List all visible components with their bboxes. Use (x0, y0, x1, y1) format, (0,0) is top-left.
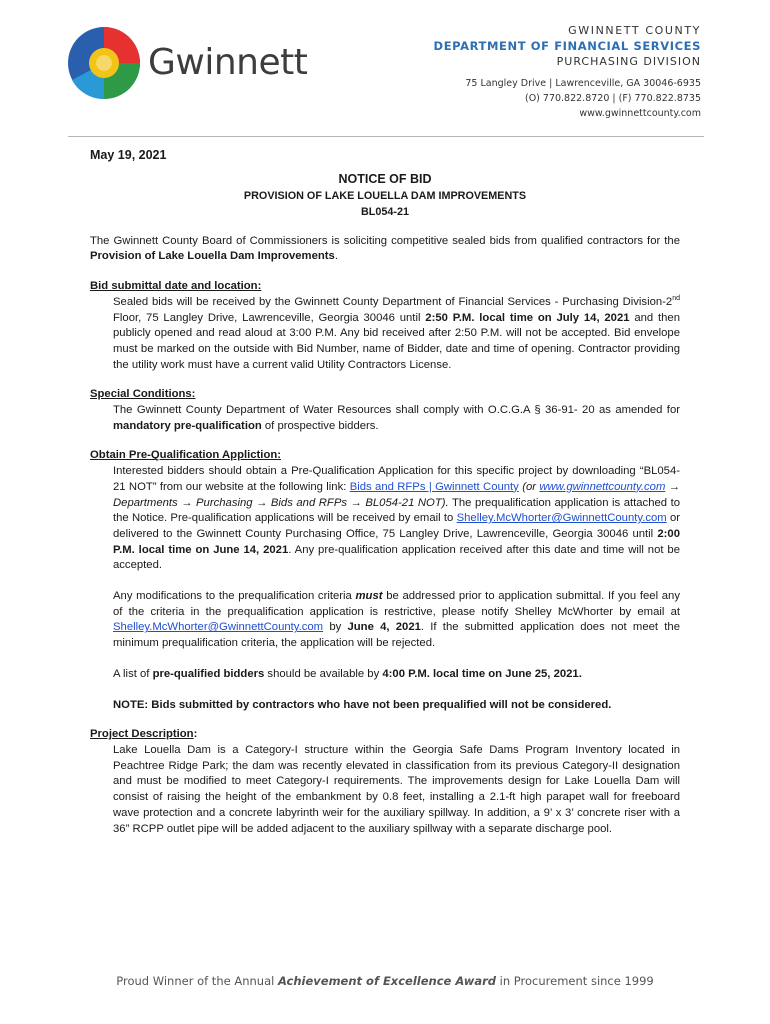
county-name: GWINNETT COUNTY (568, 24, 701, 37)
modification-deadline: June 4, 2021 (347, 621, 421, 634)
body-text: and then publicly opened and read aloud at 3:00 P.M. Any bid received after 2:50 P.M. will not be accepted. Bid envelope must be marked on the outside with Bid Number, name of Bidder, date and time of opening. Contractor providing the utility work must have a current valid Utility Contractors License. (113, 311, 680, 371)
section-body (113, 295, 680, 374)
body-text: (or (522, 480, 540, 493)
body-text: of prospective bidders. (261, 419, 379, 432)
body-text: The Gwinnett County Department of Water Resources shall comply with O.C.G.A § 36-91- 20 as amended for (113, 404, 680, 417)
section-bid-submittal (90, 279, 680, 373)
email-link[interactable]: Shelley.McWhorter@GwinnettCounty.com (113, 621, 324, 634)
gwinnett-logo-mark-icon (66, 24, 142, 102)
superscript: nd (672, 295, 680, 303)
gwinnett-logo (66, 24, 316, 104)
body-text: Interested bidders should obtain a Pre-Qualification Application for this specific project by downloading “BL054-21 NOT” from our website at the following link: (113, 465, 680, 493)
department-name: DEPARTMENT OF FINANCIAL SERVICES (433, 39, 701, 53)
website-link[interactable]: www.gwinnettcounty.com (539, 480, 666, 493)
notice-date: May 19, 2021 (90, 148, 167, 162)
body-text: The prequalification application is attached to the Notice. Pre-qualification applications will be received by email to (113, 496, 680, 525)
footer-award (0, 974, 770, 988)
emphasis: mandatory pre-qualification (113, 419, 262, 432)
footer-text: in Procurement since 1999 (496, 974, 654, 988)
section-heading: Bid submittal date and location: (90, 280, 262, 293)
prequalified-list-paragraph (113, 667, 680, 683)
notice-body (90, 148, 680, 837)
section-heading: Obtain Pre-Qualification Appliction: (90, 449, 282, 462)
project-name: Provision of Lake Louella Dam Improvements (90, 250, 335, 263)
section-heading-row (90, 727, 680, 743)
bid-deadline: 2:50 P.M. local time on July 14, 2021 (425, 311, 630, 324)
body-text: be addressed prior to application submittal. If you feel any of the criteria in the prequalification application is restrictive, please notify Shelley McWhorter by email at (113, 590, 680, 618)
award-name: Achievement of Excellence Award (277, 974, 497, 988)
section-heading: Project Description (90, 728, 194, 741)
section-special-conditions (90, 387, 680, 434)
prequal-deadline: 2:00 P.M. local time on June 14, 2021 (113, 527, 680, 556)
section-heading: Special Conditions: (90, 388, 196, 401)
note-text: NOTE: Bids submitted by contractors who have not been prequalified will not be considered. (113, 698, 612, 711)
body-text: A list of (113, 667, 153, 680)
intro-paragraph (90, 234, 680, 265)
intro-end: . (334, 250, 338, 263)
modifications-paragraph (113, 589, 680, 652)
body-text: . Any pre-qualification application received after this date and time will not be accepted. (113, 543, 680, 572)
logo-wordmark: Gwinnett (148, 42, 308, 83)
body-text: Any modifications to the prequalification criteria (113, 590, 356, 603)
header-divider (68, 136, 704, 137)
body-text: . If the submitted application does not meet the minimum prequalification criteria, the application will be rejected. (113, 621, 680, 650)
division-name: PURCHASING DIVISION (556, 55, 701, 68)
section-body: Lake Louella Dam is a Category-I structure within the Georgia Safe Dams Program Inventory located in Peachtree Ridge Park; the dam was recently elevated in classification from its previous Category-II designation and must be modified to meet Category-I requirements. The improvements design for Lake Louella Dam will consist of raising the height of the embankment by 0.8 feet, installing a 2.1-ft high parapet wall for freeboard wave protection and a concrete labyrinth weir for the auxiliary spillway. In addition, a 9’ x 3’ concrete riser with a 36” RCPP outlet pipe will be added adjacent to the auxiliary spillway with a separate discharge pool. (113, 743, 680, 835)
intro-text: The Gwinnett County Board of Commissioners is soliciting competitive sealed bids from qualified contractors for the (90, 234, 680, 247)
section-prequalification (90, 448, 680, 713)
emphasis: must (355, 590, 383, 603)
note-paragraph (113, 698, 680, 714)
body-text: by (323, 621, 348, 634)
notice-title: NOTICE OF BID (338, 171, 432, 186)
section-body (113, 464, 680, 574)
website: www.gwinnettcounty.com (579, 108, 701, 119)
footer-text: Proud Winner of the Annual (116, 974, 278, 988)
emphasis: pre-qualified bidders (152, 667, 265, 680)
list-available-date: 4:00 P.M. local time on June 25, 2021. (382, 667, 582, 680)
letterhead-contact (434, 24, 701, 121)
body-text: Sealed bids will be received by the Gwinnett County Department of Financial Services - Purchasing Division-2 (113, 295, 673, 308)
body-text: or delivered to the Gwinnett County Purchasing Office, 75 Langley Drive, Lawrenceville, Georgia 30046 until (113, 512, 681, 540)
heading-colon: : (193, 728, 198, 741)
bid-number: BL054-21 (360, 205, 409, 218)
notice-subtitle: PROVISION OF LAKE LOUELLA DAM IMPROVEMENTS (243, 189, 527, 202)
navigation-path: → Departments → Purchasing → Bids and RFPs → BL054-21 NOT). (113, 480, 681, 509)
email-link[interactable]: Shelley.McWhorter@GwinnettCounty.com (456, 512, 667, 525)
address: 75 Langley Drive | Lawrenceville, GA 30046-6935 (465, 78, 701, 89)
body-text: Floor, 75 Langley Drive, Lawrenceville, Georgia 30046 until (113, 311, 426, 324)
body-text: should be available by (264, 667, 383, 680)
section-project-description (90, 727, 680, 837)
section-body (113, 403, 680, 434)
bids-rfps-link[interactable]: Bids and RFPs | Gwinnett County (349, 480, 519, 493)
phone-fax: (O) 770.822.8720 | (F) 770.822.8735 (524, 93, 701, 104)
